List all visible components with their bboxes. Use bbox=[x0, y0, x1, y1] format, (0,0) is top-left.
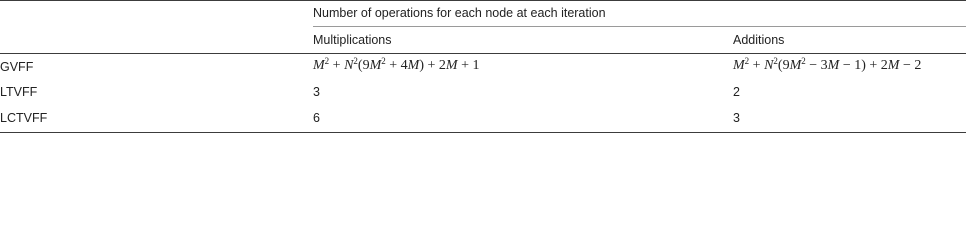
spanning-header: Number of operations for each node at each iteration bbox=[313, 6, 606, 20]
top-rule bbox=[0, 0, 966, 1]
row-label: LCTVFF bbox=[0, 111, 48, 125]
formula-multiplications: $M^2 + N^2(9M^2 + 4M) + 2M + 1$ bbox=[313, 56, 480, 73]
cell-additions: 2 bbox=[733, 85, 740, 99]
formula-additions: $M^2 + N^2(9M^2 - 3M - 1) + 2M - 2$ bbox=[733, 56, 922, 73]
bottom-rule bbox=[0, 132, 966, 133]
row-label: LTVFF bbox=[0, 85, 38, 99]
cell-multiplications: 3 bbox=[313, 85, 320, 99]
column-header-multiplications: Multiplications bbox=[313, 33, 392, 47]
row-label: GVFF bbox=[0, 60, 34, 74]
header-rule bbox=[0, 53, 966, 54]
column-header-additions: Additions bbox=[733, 33, 785, 47]
cell-multiplications: 6 bbox=[313, 111, 320, 125]
cell-additions: 3 bbox=[733, 111, 740, 125]
spanning-header-rule bbox=[313, 26, 966, 27]
